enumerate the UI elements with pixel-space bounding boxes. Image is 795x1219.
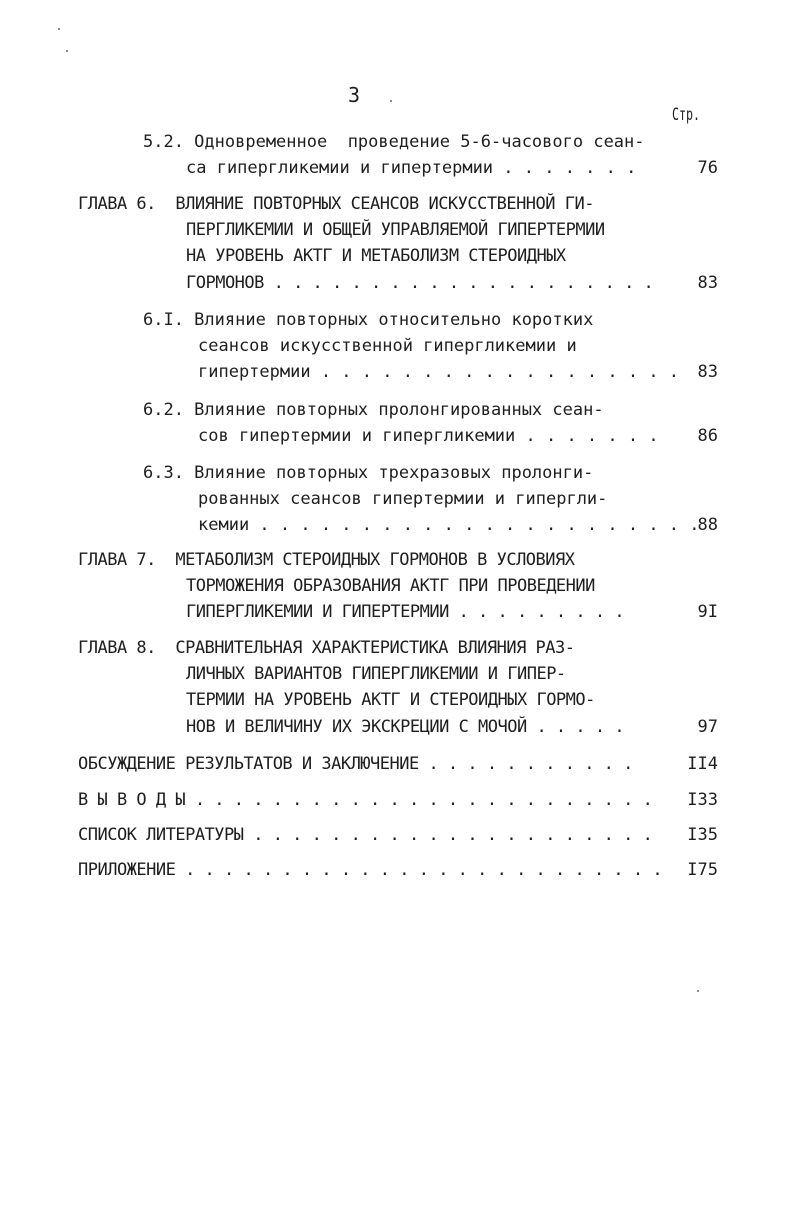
toc-entry-line: ГЛАВА 6. ВЛИЯНИЕ ПОВТОРНЫХ СЕАНСОВ ИСКУССТВЕННОЙ ГИ- <box>78 194 594 214</box>
toc-entry-page: I75 <box>687 860 718 880</box>
toc-entry-line: кемии . . . . . . . . . . . . . . . . . . . . . . <box>198 515 700 535</box>
toc-entry-page: I33 <box>687 790 718 810</box>
scan-speck <box>697 990 699 992</box>
toc-entry-line: 6.2. Влияние повторных пролонгированных сеан- <box>143 400 604 420</box>
scan-speck <box>390 100 392 102</box>
toc-entry-line: ОБСУЖДЕНИЕ РЕЗУЛЬТАТОВ И ЗАКЛЮЧЕНИЕ . . . . . . . . . . . <box>78 754 633 774</box>
toc-entry-line: сов гипертермии и гипергликемии . . . . . . . <box>198 426 659 446</box>
toc-entry-line: 6.3. Влияние повторных трехразовых пролонги- <box>143 463 594 483</box>
toc-entry-line: ТОРМОЖЕНИЯ ОБРАЗОВАНИЯ АКТГ ПРИ ПРОВЕДЕНИИ <box>186 576 595 596</box>
scan-speck <box>58 28 60 30</box>
toc-entry-line: ГОРМОНОВ . . . . . . . . . . . . . . . . . . . . <box>186 273 654 293</box>
toc-entry-line: рованных сеансов гипертермии и гипергли- <box>198 489 608 509</box>
toc-entry-page: 97 <box>697 717 718 737</box>
toc-entry-line: ГЛАВА 7. МЕТАБОЛИЗМ СТЕРОИДНЫХ ГОРМОНОВ В УСЛОВИЯХ <box>78 550 575 570</box>
toc-entry-page: 86 <box>697 426 718 446</box>
toc-entry-line: сеансов искусственной гипергликемии и <box>198 336 577 356</box>
toc-entry-page: 9I <box>697 602 718 622</box>
toc-entry-line: ПЕРГЛИКЕМИИ И ОБЩЕЙ УПРАВЛЯЕМОЙ ГИПЕРТЕРМИИ <box>186 220 605 240</box>
toc-entry-page: 83 <box>697 362 718 382</box>
toc-entry-line: НОВ И ВЕЛИЧИНУ ИХ ЭКСКРЕЦИИ С МОЧОЙ . . . . . <box>186 717 625 737</box>
toc-entry-line: ГИПЕРГЛИКЕМИИ И ГИПЕРТЕРМИИ . . . . . . . . . <box>186 602 625 622</box>
toc-entry-page: II4 <box>687 754 718 774</box>
toc-entry-page: I35 <box>687 825 718 845</box>
toc-entry-line: ТЕРМИИ НА УРОВЕНЬ АКТГ И СТЕРОИДНЫХ ГОРМО- <box>186 690 595 710</box>
toc-entry-line: 6.I. Влияние повторных относительно коротких <box>143 310 594 330</box>
toc-entry-line: ГЛАВА 8. СРАВНИТЕЛЬНАЯ ХАРАКТЕРИСТИКА ВЛИЯНИЯ РАЗ- <box>78 638 575 658</box>
toc-entry-line: В Ы В О Д Ы . . . . . . . . . . . . . . . . . . . . . . . . <box>78 790 653 810</box>
toc-entry-line: НА УРОВЕНЬ АКТГ И МЕТАБОЛИЗМ СТЕРОИДНЫХ <box>186 246 566 266</box>
toc-entry-line: ПРИЛОЖЕНИЕ . . . . . . . . . . . . . . . . . . . . . . . . . <box>78 860 663 880</box>
toc-entry-line: 5.2. Одновременное проведение 5-6-часового сеан- <box>143 132 645 152</box>
toc-entry-line: са гипергликемии и гипертермии . . . . . . . <box>186 158 637 178</box>
toc-entry-line: гипертермии . . . . . . . . . . . . . . . . . . <box>198 362 680 382</box>
page-column-header: Стр. <box>672 105 701 125</box>
scan-speck <box>66 50 68 52</box>
toc-entry-page: 88 <box>697 515 718 535</box>
toc-entry-line: СПИСОК ЛИТЕРАТУРЫ . . . . . . . . . . . . . . . . . . . . . <box>78 825 653 845</box>
toc-entry-line: ЛИЧНЫХ ВАРИАНТОВ ГИПЕРГЛИКЕМИИ И ГИПЕР- <box>186 664 566 684</box>
page-number: 3 <box>348 83 361 107</box>
toc-entry-page: 76 <box>697 158 718 178</box>
toc-entry-page: 83 <box>697 273 718 293</box>
